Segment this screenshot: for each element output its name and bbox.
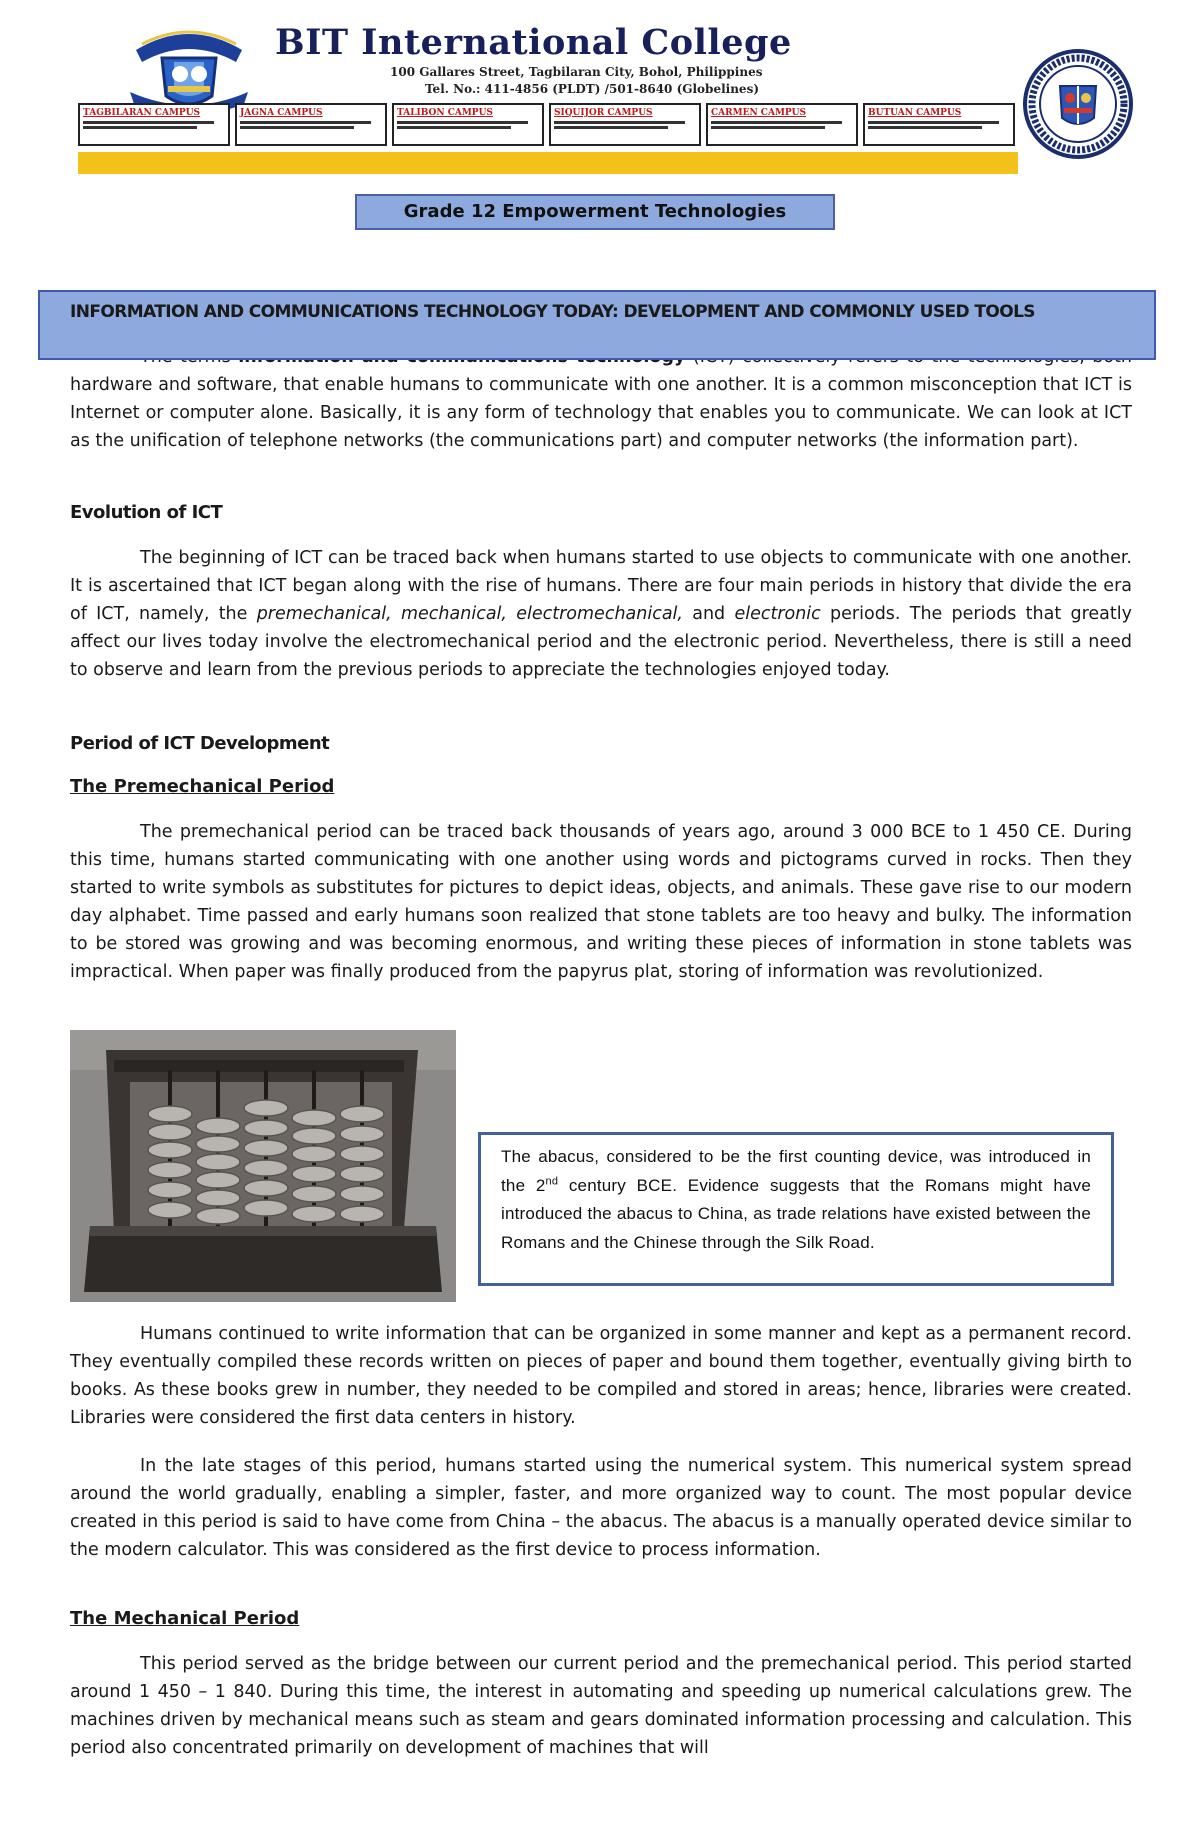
- campus-box: [392, 103, 544, 146]
- premechanical-paragraph-2: Humans continued to write information that can be organized in some manner and kept as a permanent record. They eventually compiled these records written on pieces of paper and bound them together, eventually giving birth to books. As these books grew in number, they needed to be compiled and stored in areas; hence, libraries were created. Libraries were considered the first data centers in history.: [70, 1324, 1132, 1428]
- intro-rest: hardware and software, that enable humans to communicate with one another. It is a common misconception that ICT is Internet or computer alone. Basically, it is any form of technology that enables you to communicate. We can look at ICT as the unification of telephone networks (the communications part) and computer networks (the information part).: [70, 375, 1132, 451]
- campus-name: SIQUIJOR CAMPUS: [554, 108, 653, 118]
- evolution-electronic: electronic: [734, 604, 821, 624]
- campus-detail-line: [868, 126, 982, 129]
- campus-box: [706, 103, 858, 146]
- campus-detail-line: [397, 121, 528, 124]
- campus-detail-line: [240, 121, 371, 124]
- abacus-caption: [501, 1143, 1091, 1257]
- campus-list: [78, 103, 1018, 150]
- campus-detail-line: [397, 126, 511, 129]
- evolution-and: and: [682, 604, 735, 624]
- caption-part-2: century BCE. Evidence suggests that the Romans might have introduced the abacus to China, as trade relations have existed between the Romans and the Chinese through the Silk Road.: [501, 1175, 1092, 1252]
- campus-name: JAGNA CAMPUS: [240, 108, 323, 118]
- header-gold-bar: [78, 152, 1018, 174]
- campus-detail-line: [868, 121, 999, 124]
- campus-detail-line: [711, 126, 825, 129]
- premechanical-paragraph-1: The premechanical period can be traced back thousands of years ago, around 3 000 BCE to 1 450 CE. During this time, humans started communicating with one another using words and pictograms curved in rocks. Then they started to write symbols as substitutes for pictures to depict ideas, objects, and animals. These gave rise to our modern day alphabet. Time passed and early humans soon realized that stone tablets are too heavy and bulky. The information to be stored was growing and was becoming enormous, and writing these pieces of information in stone tablets was impractical. When paper was finally produced from the papyrus plat, storing of information was revolutionized.: [70, 822, 1132, 982]
- evolution-text: The beginning of ICT can be traced back when humans started to use objects to communicate with one another. It is ascertained that ICT began along with the rise of humans. There are four main periods in history that divide the era of ICT, namely, the: [70, 548, 1132, 624]
- campus-detail-line: [554, 126, 668, 129]
- abacus-photo-icon: [70, 1030, 456, 1302]
- campus-name: TALIBON CAMPUS: [397, 108, 493, 118]
- caption-sup: nd: [545, 1174, 559, 1187]
- mechanical-paragraph-1: This period served as the bridge between our current period and the premechanical period. This period started around 1 450 – 1 840. During this time, the interest in automating and speeding up numerical calculations grew. The machines driven by mechanical means such as steam and gears dominated information processing and calculation. This period also concentrated primarily on development of machines that will: [70, 1654, 1132, 1758]
- section-heading-evolution: Evolution of ICT: [70, 502, 223, 523]
- college-seal-icon: [128, 22, 250, 114]
- campus-detail-line: [711, 121, 842, 124]
- campus-name: TAGBILARAN CAMPUS: [83, 108, 201, 118]
- campus-box: [863, 103, 1015, 146]
- campus-name: BUTUAN CAMPUS: [868, 108, 962, 118]
- campus-detail-line: [83, 126, 197, 129]
- campus-box: [78, 103, 230, 146]
- subheading-mechanical: The Mechanical Period: [70, 1608, 300, 1629]
- deped-seal-icon: [1022, 48, 1134, 160]
- topic-title: INFORMATION AND COMMUNICATIONS TECHNOLOGY TODAY: DEVELOPMENT AND COMMONLY USED TOOLS: [38, 290, 1156, 360]
- campus-box: [549, 103, 701, 146]
- campus-detail-line: [240, 126, 354, 129]
- evolution-text-2: periods. The periods that greatly affect our lives today involve the electromechanical period and the electronic period. Nevertheless, there is still a need to observe and learn from the previous periods to appreciate the technologies enjoyed today.: [70, 604, 1132, 680]
- premechanical-paragraph-3: In the late stages of this period, humans started using the numerical system. This numerical system spread around the world gradually, enabling a simpler, faster, and more organized way to count. The most popular device created in this period is said to have come from China – the abacus. The abacus is a manually operated device similar to the modern calculator. This was considered as the first device to process information.: [70, 1456, 1132, 1560]
- caption-part-1: The abacus, considered to be the first counting device, was introduced in the 2: [501, 1147, 1091, 1195]
- campus-detail-line: [83, 121, 214, 124]
- campus-detail-line: [554, 121, 685, 124]
- evolution-paragraph: [70, 544, 1132, 684]
- college-telephone: Tel. No.: 411-4856 (PLDT) /501-8640 (Globelines): [425, 82, 759, 96]
- abacus-caption-box: [478, 1132, 1114, 1286]
- evolution-periods: premechanical, mechanical, electromechanical,: [256, 604, 683, 624]
- college-address: 100 Gallares Street, Tagbilaran City, Bohol, Philippines: [390, 65, 763, 79]
- college-name: BIT International College: [275, 22, 792, 63]
- campus-box: [235, 103, 387, 146]
- subheading-premechanical: The Premechanical Period: [70, 776, 335, 797]
- campus-name: CARMEN CAMPUS: [711, 108, 807, 118]
- subject-title: Grade 12 Empowerment Technologies: [355, 194, 835, 230]
- section-heading-development: Period of ICT Development: [70, 733, 330, 754]
